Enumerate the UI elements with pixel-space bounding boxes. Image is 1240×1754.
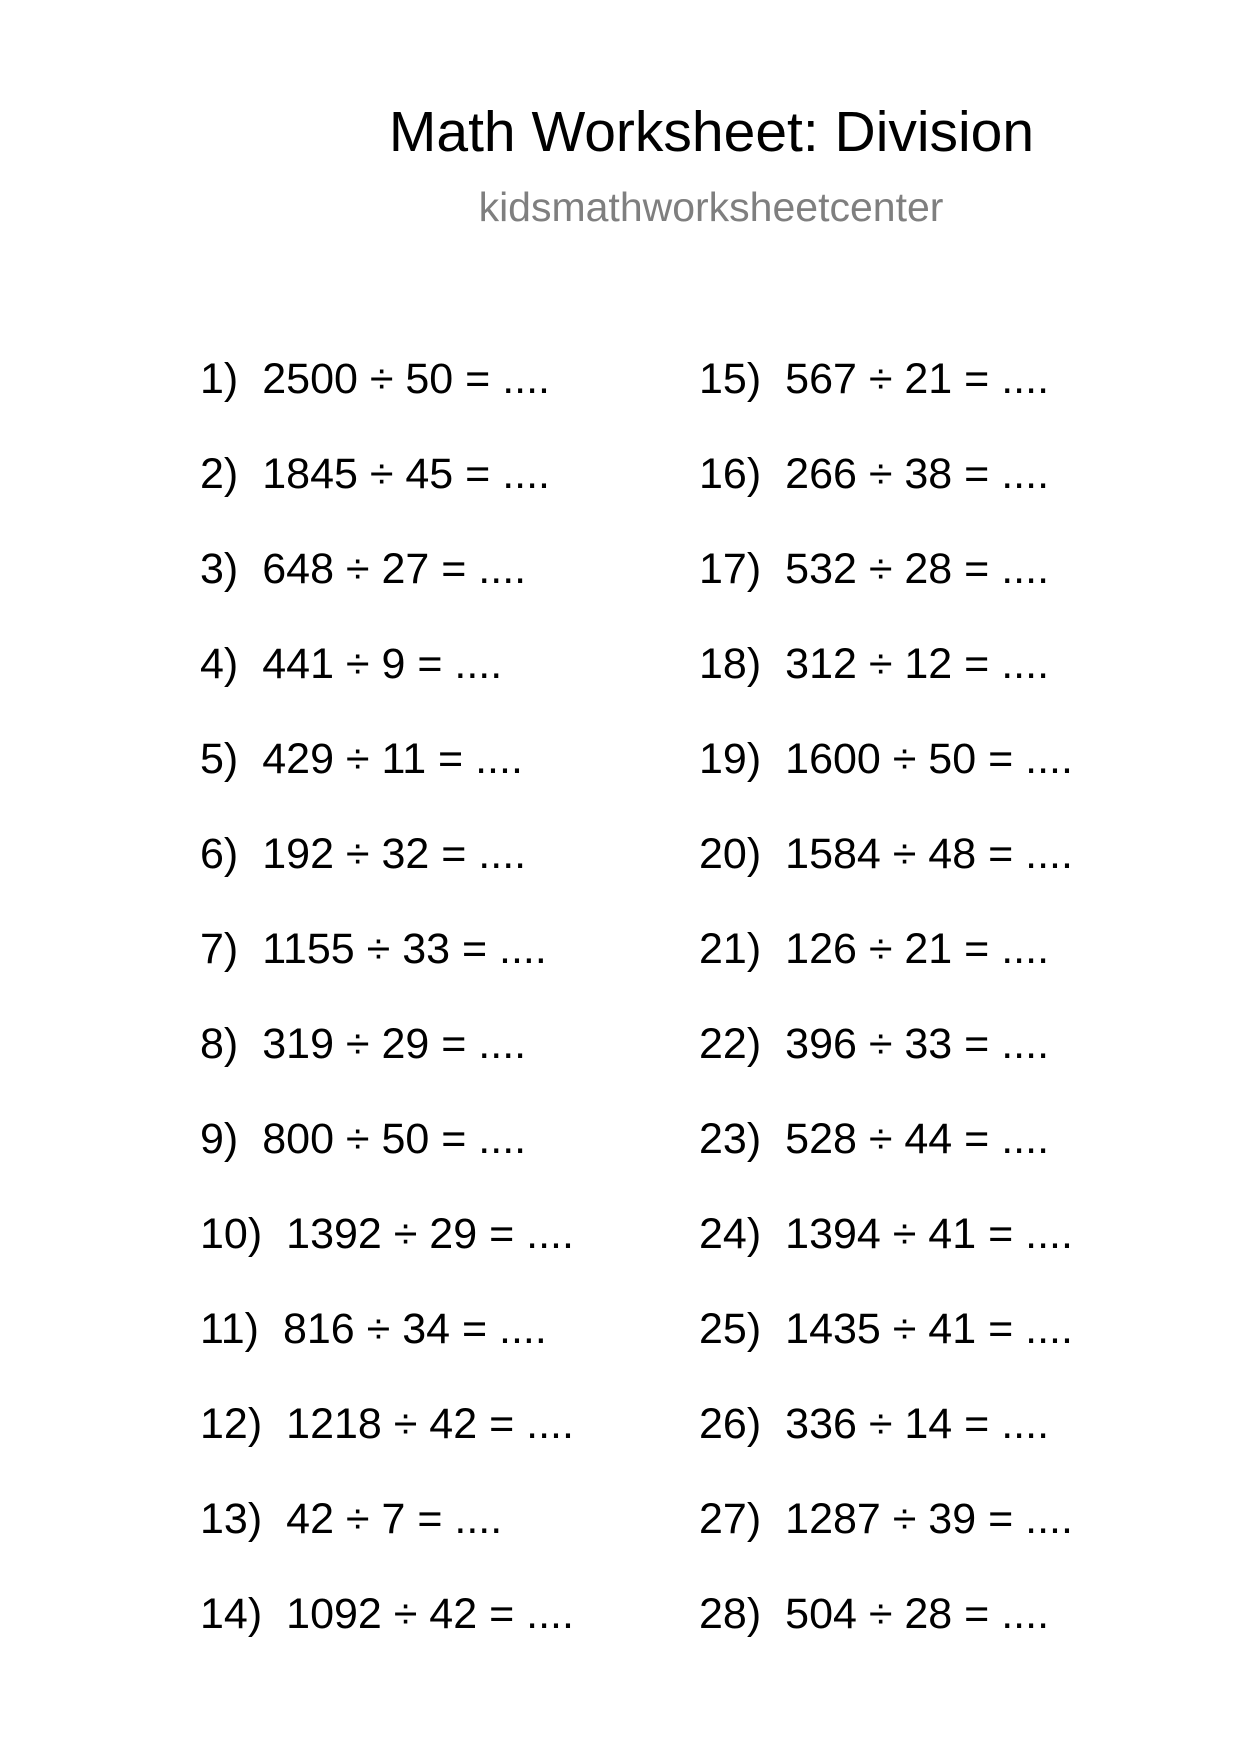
- problem-item: [699, 824, 1073, 919]
- problem-item: [699, 539, 1073, 634]
- problem-number: 14): [200, 1590, 263, 1638]
- problem-number: 27): [699, 1495, 762, 1543]
- problem-expression: 312 ÷ 12 = ....: [785, 640, 1050, 688]
- problem-number: 6): [200, 830, 239, 878]
- problem-expression: 504 ÷ 28 = ....: [785, 1590, 1050, 1638]
- problem-item: [699, 1489, 1073, 1584]
- problem-number: 8): [200, 1020, 239, 1068]
- problem-item: [200, 1394, 574, 1489]
- problem-expression: 1584 ÷ 48 = ....: [785, 830, 1073, 878]
- problem-item: [200, 1489, 574, 1584]
- problem-expression: 567 ÷ 21 = ....: [785, 355, 1050, 403]
- problem-number: 15): [699, 355, 762, 403]
- problem-item: [699, 1014, 1073, 1109]
- problem-expression: 396 ÷ 33 = ....: [785, 1020, 1050, 1068]
- problem-expression: 192 ÷ 32 = ....: [262, 830, 527, 878]
- problem-number: 1): [200, 355, 239, 403]
- problem-number: 28): [699, 1590, 762, 1638]
- problem-expression: 429 ÷ 11 = ....: [262, 735, 523, 783]
- problem-expression: 441 ÷ 9 = ....: [262, 640, 503, 688]
- problem-number: 23): [699, 1115, 762, 1163]
- problem-expression: 1394 ÷ 41 = ....: [785, 1210, 1073, 1258]
- problem-number: 5): [200, 735, 239, 783]
- problem-expression: 126 ÷ 21 = ....: [785, 925, 1050, 973]
- problem-number: 18): [699, 640, 762, 688]
- problem-item: [699, 919, 1073, 1014]
- problem-item: [200, 634, 574, 729]
- problem-item: [200, 824, 574, 919]
- problem-number: 17): [699, 545, 762, 593]
- problem-number: 4): [200, 640, 239, 688]
- problem-number: 19): [699, 735, 762, 783]
- problem-item: [200, 729, 574, 824]
- problem-number: 11): [200, 1305, 259, 1353]
- problem-item: [200, 1109, 574, 1204]
- problems-left-column: [200, 349, 574, 1679]
- problem-item: [200, 919, 574, 1014]
- problem-item: [699, 729, 1073, 824]
- problem-item: [699, 1584, 1073, 1679]
- problem-item: [200, 1584, 574, 1679]
- problem-item: [200, 1204, 574, 1299]
- problem-expression: 1435 ÷ 41 = ....: [785, 1305, 1073, 1353]
- problem-item: [200, 1299, 574, 1394]
- problem-expression: 42 ÷ 7 = ....: [286, 1495, 503, 1543]
- problem-number: 16): [699, 450, 762, 498]
- problem-number: 22): [699, 1020, 762, 1068]
- problem-number: 7): [200, 925, 239, 973]
- problem-item: [200, 349, 574, 444]
- problem-number: 20): [699, 830, 762, 878]
- problem-number: 25): [699, 1305, 762, 1353]
- problem-expression: 1092 ÷ 42 = ....: [286, 1590, 574, 1638]
- problem-item: [699, 1109, 1073, 1204]
- problem-expression: 1845 ÷ 45 = ....: [262, 450, 551, 498]
- problem-expression: 1218 ÷ 42 = ....: [286, 1400, 574, 1448]
- problem-item: [699, 1204, 1073, 1299]
- problem-expression: 266 ÷ 38 = ....: [785, 450, 1050, 498]
- problem-item: [200, 1014, 574, 1109]
- problem-expression: 336 ÷ 14 = ....: [785, 1400, 1050, 1448]
- problem-item: [699, 444, 1073, 539]
- problem-item: [200, 444, 574, 539]
- worksheet-title: Math Worksheet: Division: [388, 100, 1035, 164]
- problem-expression: 532 ÷ 28 = ....: [785, 545, 1050, 593]
- problem-number: 12): [200, 1400, 263, 1448]
- problem-item: [699, 1299, 1073, 1394]
- problem-number: 13): [200, 1495, 263, 1543]
- problem-number: 10): [200, 1210, 263, 1258]
- problem-number: 24): [699, 1210, 762, 1258]
- problem-item: [200, 539, 574, 634]
- problem-number: 3): [200, 545, 239, 593]
- problem-expression: 1392 ÷ 29 = ....: [286, 1210, 574, 1258]
- problem-item: [699, 349, 1073, 444]
- problem-expression: 816 ÷ 34 = ....: [282, 1305, 547, 1353]
- problem-expression: 319 ÷ 29 = ....: [262, 1020, 527, 1068]
- problem-item: [699, 1394, 1073, 1489]
- problem-expression: 528 ÷ 44 = ....: [785, 1115, 1050, 1163]
- problem-item: [699, 634, 1073, 729]
- problem-expression: 1287 ÷ 39 = ....: [785, 1495, 1073, 1543]
- problem-expression: 800 ÷ 50 = ....: [262, 1115, 527, 1163]
- problem-expression: 1600 ÷ 50 = ....: [785, 735, 1073, 783]
- problem-number: 21): [699, 925, 762, 973]
- worksheet-subtitle: kidsmathworksheetcenter: [478, 184, 944, 230]
- problem-number: 9): [200, 1115, 239, 1163]
- problem-number: 26): [699, 1400, 762, 1448]
- problem-expression: 1155 ÷ 33 = ....: [262, 925, 547, 973]
- problem-number: 2): [200, 450, 239, 498]
- problem-expression: 2500 ÷ 50 = ....: [262, 355, 551, 403]
- problem-expression: 648 ÷ 27 = ....: [262, 545, 527, 593]
- problems-right-column: [699, 349, 1073, 1679]
